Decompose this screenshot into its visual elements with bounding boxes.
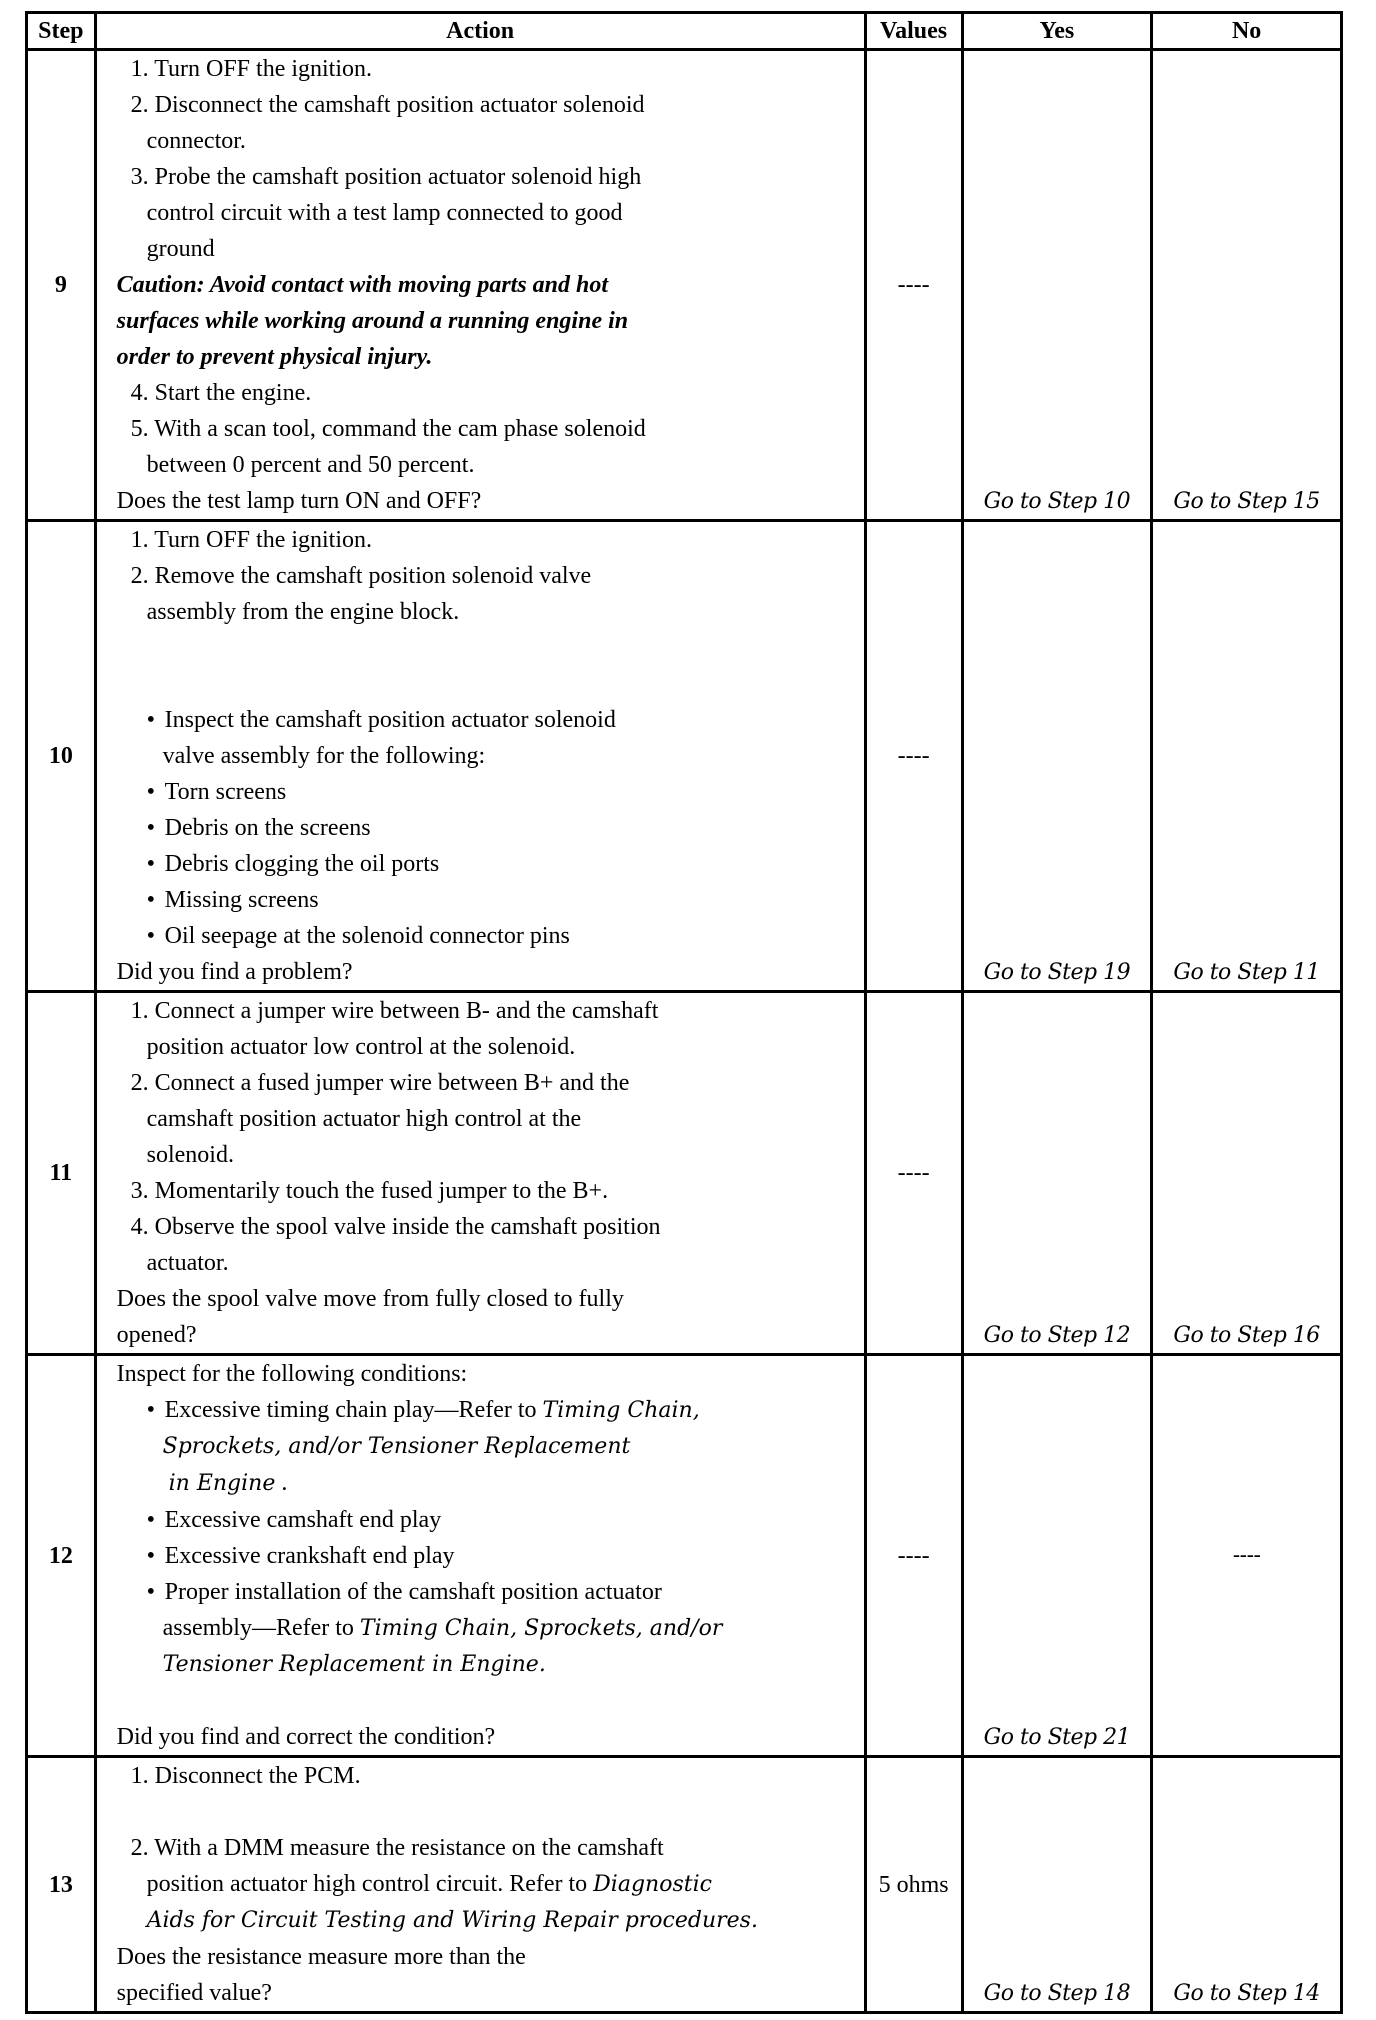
action-line: control circuit with a test lamp connected to good xyxy=(146,200,623,226)
bullet-text: Debris on the screens xyxy=(164,815,371,841)
bullet-text: Inspect the camshaft position actuator solenoid xyxy=(164,707,616,733)
yes-cell: Go to Step 19 xyxy=(962,521,1152,992)
action-line: solenoid. xyxy=(146,1142,234,1168)
action-line: 2. With a DMM measure the resistance on the camshaft xyxy=(130,1835,664,1861)
bullet-text: Proper installation of the camshaft position actuator xyxy=(164,1579,662,1605)
action-line: 1. Turn OFF the ignition. xyxy=(130,527,373,553)
action-line: connector. xyxy=(146,128,246,154)
bullet-icon: • xyxy=(146,815,156,841)
reference-link-text: Aids for Circuit Testing and Wiring Repair procedures. xyxy=(146,1908,758,1933)
step-number: 10 xyxy=(27,521,96,992)
no-cell: Go to Step 11 xyxy=(1152,521,1342,992)
action-cell xyxy=(95,992,865,1355)
yes-cell: Go to Step 18 xyxy=(962,1757,1152,2013)
bullet-icon: • xyxy=(146,1507,156,1533)
bullet-icon: • xyxy=(146,707,156,733)
header-yes: Yes xyxy=(962,13,1152,50)
action-cell xyxy=(95,521,865,992)
question-text: Does the spool valve move from fully closed to fully xyxy=(116,1286,624,1312)
action-line: 3. Momentarily touch the fused jumper to the B+. xyxy=(130,1178,609,1204)
no-cell: Go to Step 14 xyxy=(1152,1757,1342,2013)
action-line: 5. With a scan tool, command the cam phase solenoid xyxy=(130,416,646,442)
action-line: 1. Disconnect the PCM. xyxy=(130,1763,361,1789)
question-text: Does the test lamp turn ON and OFF? xyxy=(116,488,482,514)
table-row-step-10 xyxy=(27,521,1342,992)
bullet-icon: • xyxy=(146,1543,156,1569)
table-row-step-11 xyxy=(27,992,1342,1355)
header-row xyxy=(27,13,1342,50)
action-line: 3. Probe the camshaft position actuator solenoid high xyxy=(130,164,642,190)
header-step: Step xyxy=(27,13,96,50)
action-line xyxy=(117,1465,856,1502)
question-text: Did you find and correct the condition? xyxy=(116,1724,496,1750)
action-line: camshaft position actuator high control at the xyxy=(146,1106,582,1132)
diagnostic-table xyxy=(25,11,1343,2014)
no-cell: ---- xyxy=(1152,1355,1342,1757)
bullet-item xyxy=(117,1502,856,1538)
bullet-item xyxy=(117,774,856,810)
spacer xyxy=(117,1683,856,1719)
bullet-icon: • xyxy=(146,887,156,913)
reference-link-text: in Engine xyxy=(168,1471,276,1496)
step-number: 12 xyxy=(27,1355,96,1757)
yes-cell: Go to Step 10 xyxy=(962,50,1152,521)
bullet-icon: • xyxy=(146,851,156,877)
bullet-text: assembly—Refer to xyxy=(162,1615,360,1641)
values-cell: ---- xyxy=(865,992,962,1355)
action-line: between 0 percent and 50 percent. xyxy=(146,452,475,478)
yes-cell: Go to Step 12 xyxy=(962,992,1152,1355)
action-line: 4. Observe the spool valve inside the camshaft position xyxy=(130,1214,661,1240)
bullet-item xyxy=(117,882,856,918)
header-no: No xyxy=(1152,13,1342,50)
action-line xyxy=(117,1610,856,1647)
action-text: position actuator high control circuit. Refer to xyxy=(146,1871,594,1897)
spacer xyxy=(117,1794,856,1830)
bullet-icon: • xyxy=(146,779,156,805)
bullet-text: Excessive camshaft end play xyxy=(164,1507,442,1533)
action-line: 4. Start the engine. xyxy=(130,380,312,406)
action-line: position actuator low control at the solenoid. xyxy=(146,1034,576,1060)
values-cell: 5 ohms xyxy=(865,1757,962,2013)
action-line: ground xyxy=(146,236,215,262)
bullet-item xyxy=(117,1574,856,1610)
table-row-step-12 xyxy=(27,1355,1342,1757)
table-row-step-13 xyxy=(27,1757,1342,2013)
question-text: specified value? xyxy=(116,1980,272,2006)
action-line: 2. Disconnect the camshaft position actuator solenoid xyxy=(130,92,645,118)
action-line: valve assembly for the following: xyxy=(162,743,486,769)
action-line: assembly from the engine block. xyxy=(146,599,460,625)
step-number: 9 xyxy=(27,50,96,521)
no-cell: Go to Step 16 xyxy=(1152,992,1342,1355)
values-cell: ---- xyxy=(865,521,962,992)
action-line xyxy=(117,1866,856,1903)
bullet-icon: • xyxy=(146,923,156,949)
caution-text: surfaces while working around a running engine in xyxy=(116,308,629,334)
action-line: Inspect for the following conditions: xyxy=(116,1361,468,1387)
table-row-step-9 xyxy=(27,50,1342,521)
header-action: Action xyxy=(95,13,865,50)
bullet-text: Debris clogging the oil ports xyxy=(164,851,440,877)
reference-link-text: Diagnostic xyxy=(593,1872,712,1897)
spacer xyxy=(117,630,856,702)
bullet-text: Excessive crankshaft end play xyxy=(164,1543,455,1569)
action-line: actuator. xyxy=(146,1250,229,1276)
bullet-icon: • xyxy=(146,1579,156,1605)
action-line: 2. Connect a fused jumper wire between B+ and the xyxy=(130,1070,630,1096)
values-cell: ---- xyxy=(865,1355,962,1757)
step-number: 13 xyxy=(27,1757,96,2013)
reference-link-text: Timing Chain, xyxy=(542,1398,700,1423)
reference-link-text: Timing Chain, Sprockets, and/or xyxy=(359,1616,723,1641)
reference-link-text: Tensioner Replacement in Engine. xyxy=(162,1652,546,1677)
bullet-item xyxy=(117,918,856,954)
no-cell: Go to Step 15 xyxy=(1152,50,1342,521)
bullet-text: Missing screens xyxy=(164,887,319,913)
header-values: Values xyxy=(865,13,962,50)
action-cell xyxy=(95,1355,865,1757)
yes-cell: Go to Step 21 xyxy=(962,1355,1152,1757)
bullet-text: Torn screens xyxy=(164,779,287,805)
question-text: opened? xyxy=(116,1322,197,1348)
question-text: Did you find a problem? xyxy=(116,959,353,985)
action-line: 1. Connect a jumper wire between B- and the camshaft xyxy=(130,998,659,1024)
step-number: 11 xyxy=(27,992,96,1355)
bullet-item xyxy=(117,810,856,846)
caution-text: Caution: Avoid contact with moving parts and hot xyxy=(116,272,609,298)
caution-text: order to prevent physical injury. xyxy=(116,344,433,370)
bullet-item xyxy=(117,846,856,882)
action-line: 2. Remove the camshaft position solenoid valve xyxy=(130,563,592,589)
bullet-text: Excessive timing chain play—Refer to xyxy=(164,1397,543,1423)
action-line: 1. Turn OFF the ignition. xyxy=(130,56,373,82)
question-text: Does the resistance measure more than the xyxy=(116,1944,526,1970)
bullet-icon: • xyxy=(146,1397,156,1423)
bullet-item xyxy=(117,702,856,738)
reference-link-text: Sprockets, and/or Tensioner Replacement xyxy=(162,1434,631,1459)
bullet-item xyxy=(117,1538,856,1574)
punctuation: . xyxy=(275,1470,288,1496)
bullet-text: Oil seepage at the solenoid connector pins xyxy=(164,923,570,949)
values-cell: ---- xyxy=(865,50,962,521)
bullet-item xyxy=(117,1392,856,1429)
action-cell xyxy=(95,50,865,521)
action-cell xyxy=(95,1757,865,2013)
